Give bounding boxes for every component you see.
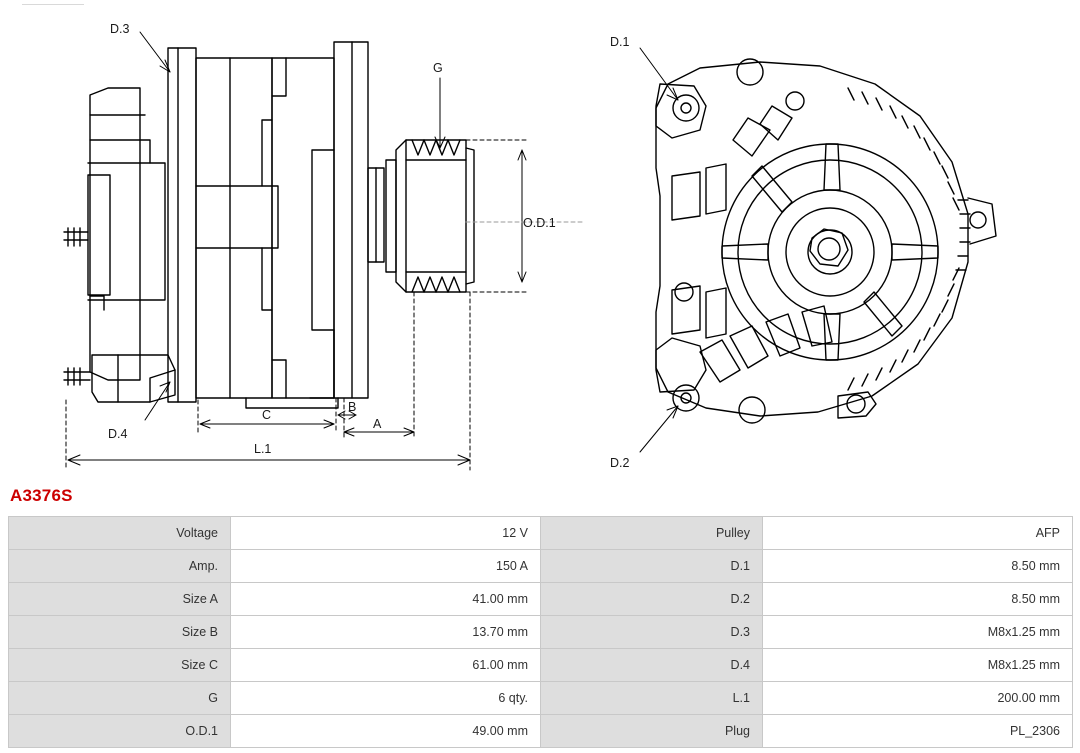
table-row <box>9 517 1073 550</box>
table-row <box>9 550 1073 583</box>
alternator-side-view <box>64 42 474 408</box>
spec-key-d3: D.3 <box>541 616 763 649</box>
specification-table <box>8 516 1073 748</box>
spec-value-pulley: AFP <box>763 517 1073 550</box>
spec-key-plug: Plug <box>541 715 763 748</box>
table-row <box>9 583 1073 616</box>
table-row <box>9 715 1073 748</box>
spec-value-size-c: 61.00 mm <box>231 649 541 682</box>
label-g: G <box>433 61 443 75</box>
spec-key-od1: O.D.1 <box>9 715 231 748</box>
label-d4: D.4 <box>108 427 128 441</box>
spec-key-amp: Amp. <box>9 550 231 583</box>
spec-key-voltage: Voltage <box>9 517 231 550</box>
dimension-lines-side-view <box>66 32 585 470</box>
spec-value-size-a: 41.00 mm <box>231 583 541 616</box>
spec-value-plug: PL_2306 <box>763 715 1073 748</box>
label-od1: O.D.1 <box>523 216 556 230</box>
spec-value-d4: M8x1.25 mm <box>763 649 1073 682</box>
spec-key-d2: D.2 <box>541 583 763 616</box>
spec-key-size-b: Size B <box>9 616 231 649</box>
spec-key-d4: D.4 <box>541 649 763 682</box>
label-b: B <box>348 400 357 414</box>
spec-value-amp: 150 A <box>231 550 541 583</box>
table-row <box>9 682 1073 715</box>
spec-key-g: G <box>9 682 231 715</box>
spec-value-d3: M8x1.25 mm <box>763 616 1073 649</box>
spec-key-pulley: Pulley <box>541 517 763 550</box>
table-row <box>9 616 1073 649</box>
alternator-front-view <box>656 59 996 423</box>
spec-key-d1: D.1 <box>541 550 763 583</box>
label-c: C <box>262 408 272 422</box>
spec-value-size-b: 13.70 mm <box>231 616 541 649</box>
spec-value-l1: 200.00 mm <box>763 682 1073 715</box>
label-l1: L.1 <box>254 442 272 456</box>
label-d2: D.2 <box>610 456 630 470</box>
table-row <box>9 649 1073 682</box>
spec-value-voltage: 12 V <box>231 517 541 550</box>
spec-key-size-c: Size C <box>9 649 231 682</box>
spec-key-l1: L.1 <box>541 682 763 715</box>
part-number: A3376S <box>10 486 73 505</box>
spec-key-size-a: Size A <box>9 583 231 616</box>
spec-value-g: 6 qty. <box>231 682 541 715</box>
spec-value-d1: 8.50 mm <box>763 550 1073 583</box>
spec-value-d2: 8.50 mm <box>763 583 1073 616</box>
label-d3: D.3 <box>110 22 130 36</box>
label-a: A <box>373 417 382 431</box>
label-d1: D.1 <box>610 35 630 49</box>
spec-value-od1: 49.00 mm <box>231 715 541 748</box>
